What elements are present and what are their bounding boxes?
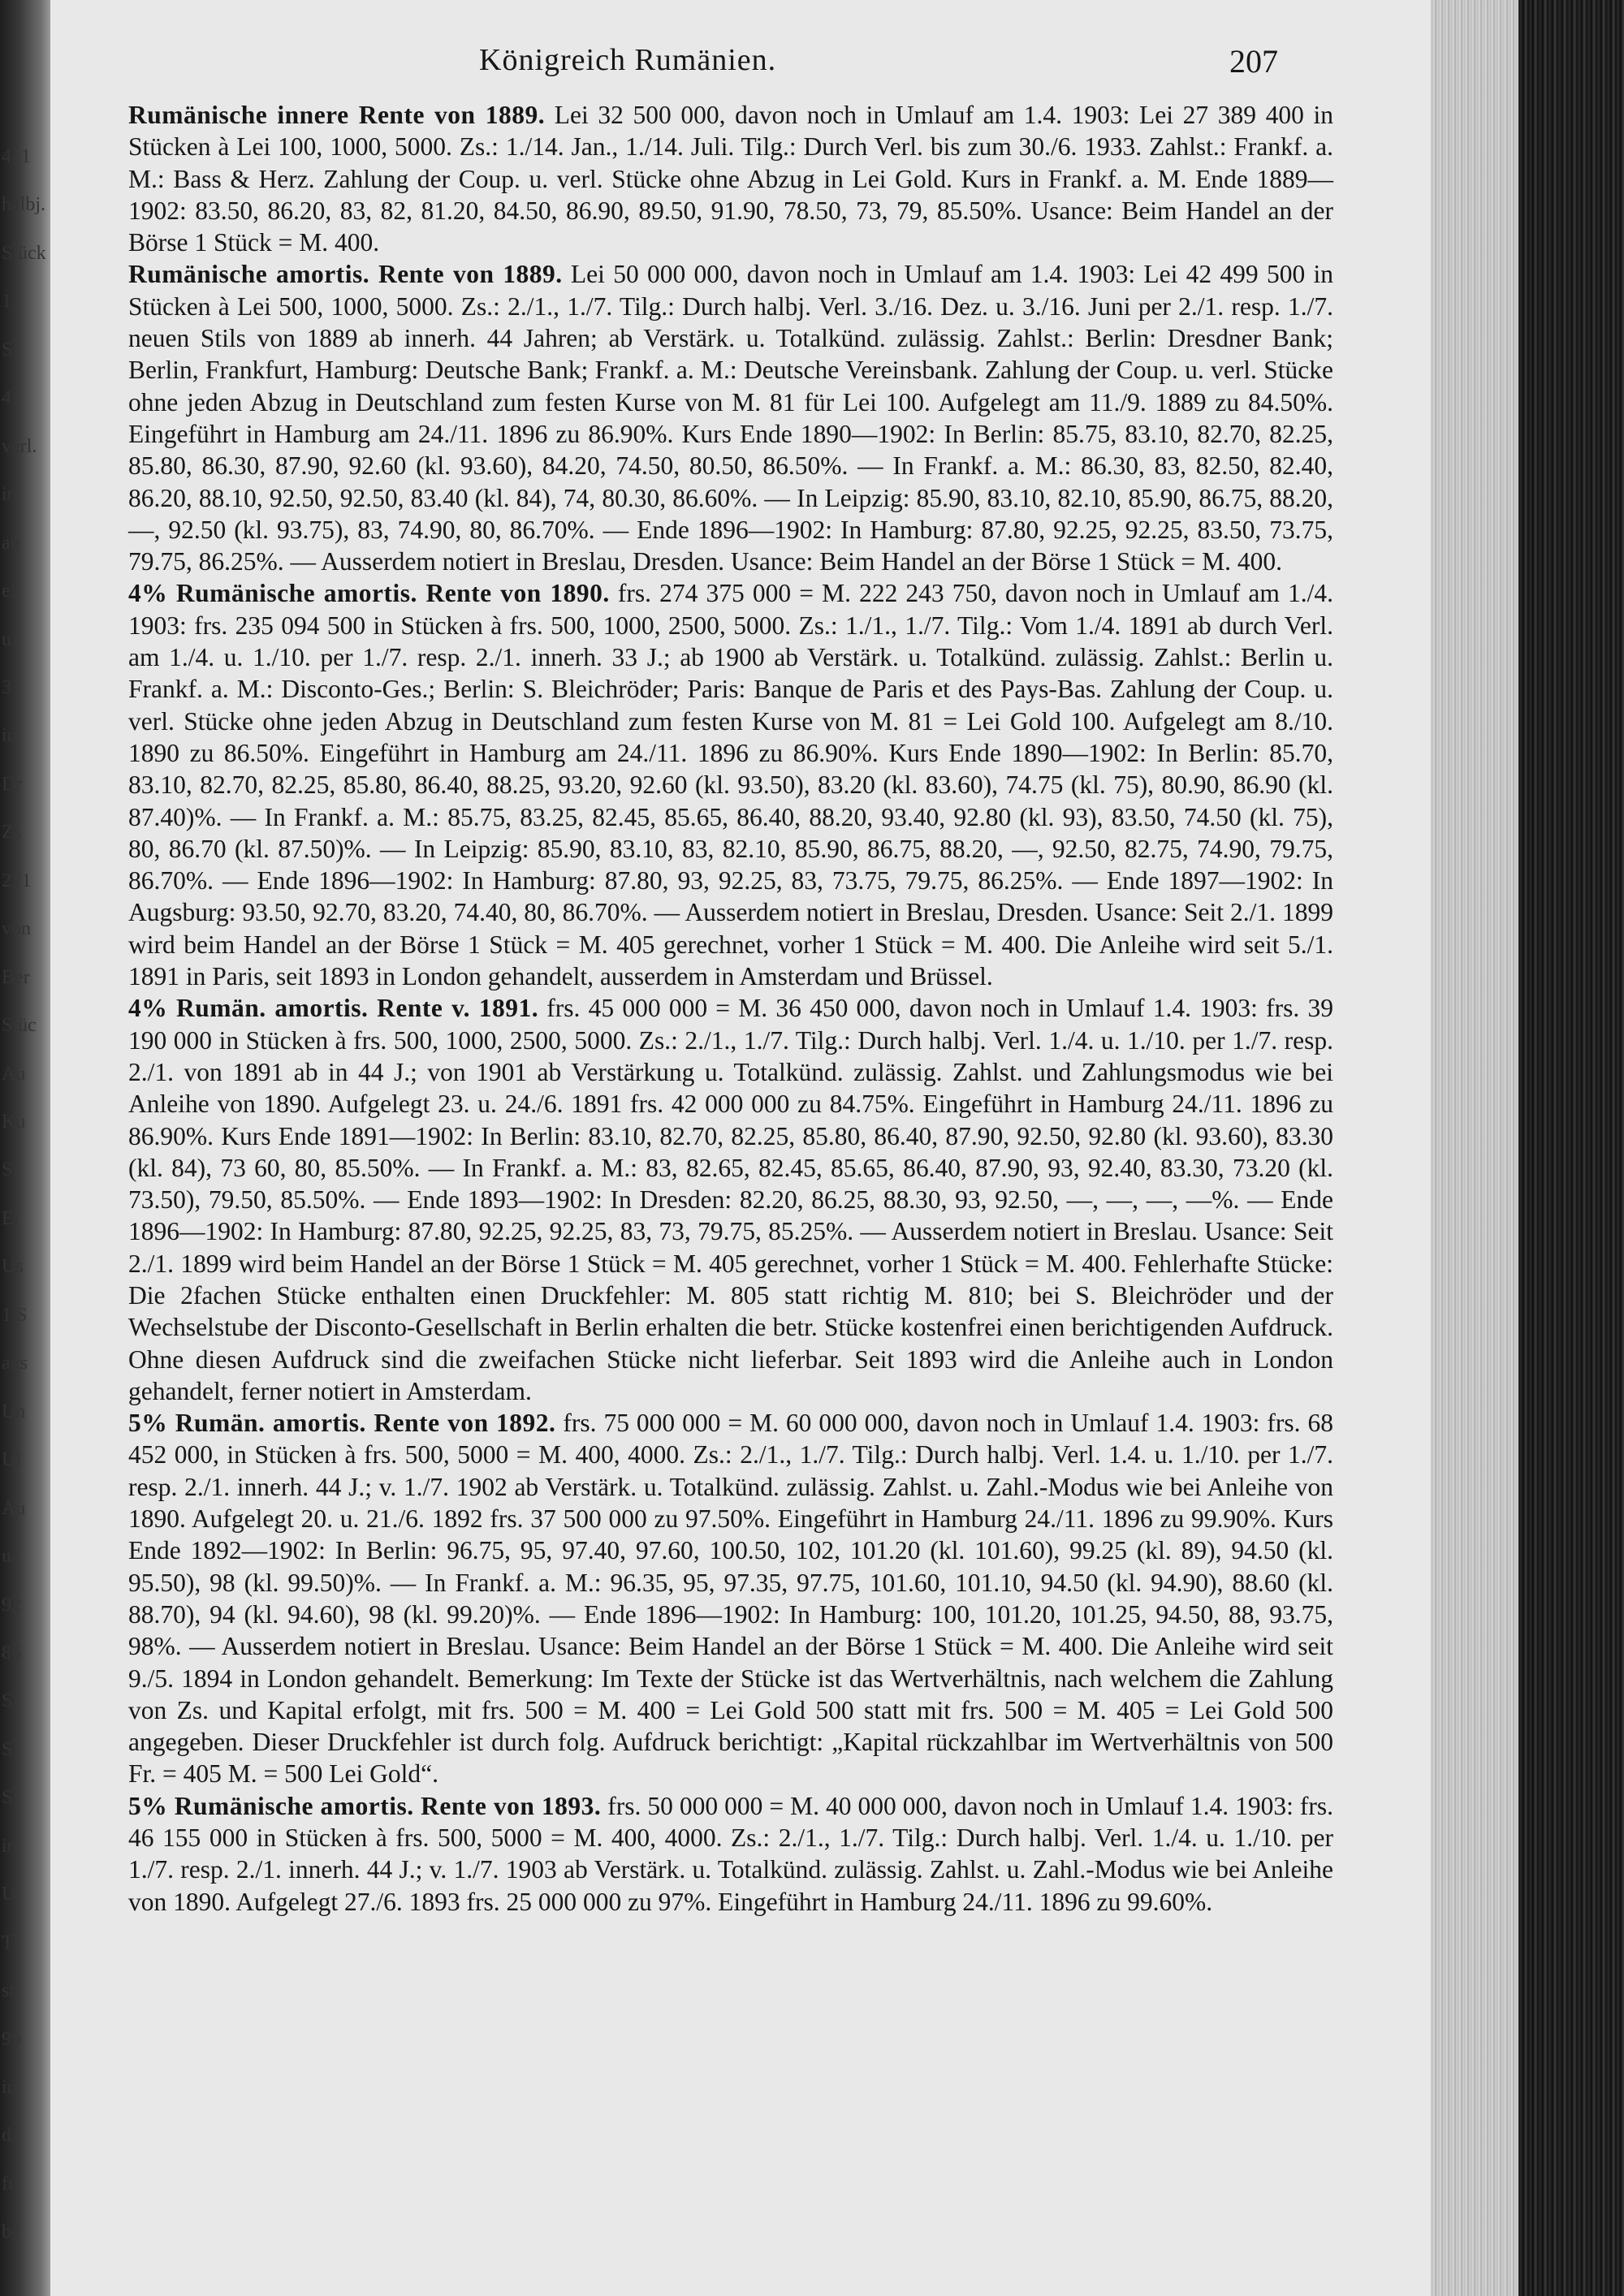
bond-title: 4% Rumän. amortis. Rente v. 1891. (128, 994, 539, 1023)
margin-fragment: st (2, 1980, 15, 2002)
margin-fragment: Dr (2, 773, 23, 795)
margin-fragment: ur (2, 1546, 18, 1568)
margin-fragment: be (2, 2221, 20, 2243)
book-edge-shadow (1518, 0, 1624, 2296)
bond-title: 4% Rumänische amortis. Rente von 1890. (128, 579, 610, 608)
margin-fragment: 3. (2, 676, 16, 698)
margin-fragment: fr (2, 2173, 15, 2195)
margin-fragment: 99 (2, 2028, 21, 2050)
margin-fragment: T (2, 1931, 14, 1953)
bond-entry (128, 577, 1333, 992)
bond-title: Rumänische innere Rente von 1889. (128, 101, 546, 129)
bond-entry (128, 258, 1333, 577)
margin-fragment: di (2, 2125, 17, 2147)
margin-fragment: aus (2, 1353, 28, 1375)
margin-fragment: in (2, 725, 17, 747)
margin-fragment: 1. (2, 291, 16, 313)
margin-fragment: Ku (2, 1111, 26, 1133)
bond-text: frs. 274 375 000 = M. 222 243 750, davon noch in Umlauf am 1./4. 1903: frs. 235 094 500 in Stücken à frs. 500, 1000, 2500, 5000. Zs.: 1./1., 1./7. Tilg.: Vom 1./4. 1891 ab durch Verl. am 1./4. u. 1./10. per 1./7. resp. 2./1. innerh. 33 J.; ab 1900 ab Verstärk. u. Totalkünd. zulässig. Zahlst.: Berlin u. Frankf. a. M.: Disconto-Ges.; Berlin: S. Bleichröder; Paris: Banque de Paris et des Pays-Bas. Zahlung der Coup. u. verl. Stücke ohne jeden Abzug in Deutschland zum festen Kurse von M. 81 = Lei Gold 100. Aufgelegt am 8./10. 1890 zu 86.50%. Eingeführt in Hamburg am 24./11. 1896 zu 86.90%. Kurs Ende 1890—1902: In Berlin: 85.70, 83.10, 82.70, 82.25, 85.80, 86.40, 88.25, 93.20, 92.60 (kl. 93.50), 83.20 (kl. 83.60), 74.75 (kl. 75), 80.90, 86.90 (kl. 87.40)%. — In Frankf. a. M.: 85.75, 83.25, 82.45, 85.65, 86.40, 88.20, 93.40, 92.80 (kl. 93), 83.50, 74.50 (kl. 75), 80, 86.70 (kl. 87.50)%. — In Leipzig: 85.90, 83.10, 83, 82.10, 85.90, 86.75, 88.20, —, 92.50, 82.75, 74.90, 79.75, 86.70%. — Ende 1896—1902: In Hamburg: 87.80, 93, 92.25, 83, 73.75, 79.75, 86.25%. — Ende 1897—1902: In Augsburg: 93.50, 92.70, 83.20, 74.40, 80, 86.70%. — Ausserdem notiert in Breslau, Dresden. Usance: Seit 2./1. 1899 wird beim Handel an der Börse 1 Stück = M. 405 gerechnet, vorher 1 Stück = M. 400. Die Anleihe wird seit 5./1. 1891 in Paris, seit 1893 in London gehandelt, ausserdem in Amsterdam und Brüssel. (128, 579, 1333, 991)
page-number: 207 (1229, 43, 1278, 80)
margin-fragment: U (2, 1884, 16, 1905)
margin-fragment: Us (2, 1256, 24, 1278)
margin-fragment: in (2, 484, 17, 506)
margin-fragment: 4. (2, 387, 16, 409)
margin-fragment: halbj. (2, 194, 45, 216)
bond-entry (128, 1790, 1333, 1918)
margin-fragment: 1 S (2, 1304, 28, 1326)
bond-entry (128, 992, 1333, 1407)
margin-fragment: 2./1 (2, 870, 32, 891)
margin-fragment: Au (2, 1497, 26, 1519)
margin-fragment: Ei (2, 1207, 19, 1229)
margin-fragment: S. (2, 1738, 18, 1760)
margin-fragment: St (2, 339, 19, 360)
bond-title: Rumänische amortis. Rente von 1889. (128, 260, 563, 289)
margin-fragment: Stüc (2, 1015, 37, 1037)
margin-fragment: 86 (2, 1642, 21, 1664)
margin-fragment: St (2, 1690, 19, 1712)
page-body (128, 99, 1333, 1918)
bond-text: frs. 50 000 000 = M. 40 000 000, davon noch in Umlauf 1.4. 1903: frs. 46 155 000 in Stücken à frs. 500, 5000 = M. 400, 4000. Zs.: 2./1., 1./7. Tilg.: Durch halbj. Verl. 1./4. u. 1./10. per 1./7. resp. 2./1. innerh. 44 J.; v. 1./7. 1903 ab Verstärk. u. Totalkünd. zulässig. Zahlst. u. Zahl.-Modus wie bei Anleihe von 1890. Aufgelegt 27./6. 1893 frs. 25 000 000 zu 97%. Eingeführt in Hamburg 24./11. 1896 zu 99.60%. (128, 1791, 1333, 1916)
margin-fragment: Ber (2, 966, 30, 988)
margin-fragment: ei (2, 580, 16, 602)
margin-fragment: Zs (2, 822, 21, 844)
margin-fragment: Un (2, 1400, 26, 1422)
bond-entry (128, 1407, 1333, 1790)
bond-text: frs. 75 000 000 = M. 60 000 000, davon noch in Umlauf 1.4. 1903: frs. 68 452 000, in Stücken à frs. 500, 5000 = M. 400, 4000. Zs.: 2./1., 1./7. Tilg.: Durch halbj. Verl. 1.4. u. 1./10. per 1./7. resp. 2./1. innerh. 44 J.; v. 1./7. 1902 ab Verstärk. u. Totalkünd. zulässig. Zahlst. u. Zahl.-Modus wie bei Anleihe von 1890. Aufgelegt 20. u. 21./6. 1892 frs. 37 500 000 zu 97.50%. Eingeführt in Hamburg 24./11. 1896 zu 99.90%. Kurs Ende 1892—1902: In Berlin: 96.75, 95, 97.40, 97.60, 100.50, 102, 101.20 (kl. 101.60), 99.25 (kl. 89), 94.50 (kl. 95.50), 98 (kl. 99.50)%. — In Frankf. a. M.: 96.35, 95, 97.35, 97.75, 101.60, 101.10, 94.50 (kl. 94.90), 88.60 (kl. 88.70), 94 (kl. 94.60), 98 (kl. 99.20)%. — Ende 1896—1902: In Hamburg: 100, 101.20, 101.25, 94.50, 88, 93.75, 98%. — Ausserdem notiert in Breslau. Usance: Beim Handel an der Börse 1 Stück = M. 400. Die Anleihe wird seit 9./5. 1894 in London gehandelt. Bemerkung: Im Texte der Stücke ist das Wertverhältnis, nach welchem die Zahlung von Zs. und Kapital erfolgt, mit frs. 500 = M. 400 = Lei Gold 500 statt mit frs. 500 = M. 405 = Lei Gold 500 angegeben. Dieser Druckfehler ist durch folg. Aufdruck berichtigt: „Kapital rückzahlbar im Wertverhältnis von 500 Fr. = 405 M. = 500 Lei Gold“. (128, 1409, 1333, 1789)
margin-fragment: St (2, 1787, 19, 1809)
margin-fragment: 92 (2, 1594, 21, 1616)
margin-fragment: au (2, 532, 20, 554)
page-edge-stack (1431, 0, 1518, 2296)
running-head: Königreich Rumänien. (479, 43, 777, 77)
margin-fragment: in (2, 2077, 17, 2098)
bond-title: 5% Rumänische amortis. Rente von 1893. (128, 1791, 602, 1820)
margin-fragment: von (2, 918, 31, 940)
bond-entry (128, 99, 1333, 258)
book-page (50, 0, 1431, 2296)
page-header (50, 42, 1431, 83)
margin-fragment: Stück (2, 242, 46, 264)
margin-fragment: St (2, 1159, 19, 1181)
margin-fragment: u (2, 628, 11, 650)
bond-text: Lei 50 000 000, davon noch in Umlauf am 1.4. 1903: Lei 42 499 500 in Stücken à Lei 500, 1000, 5000. Zs.: 2./1., 1./7. Tilg.: Durch halbj. Verl. 3./16. Dez. u. 3./16. Juni per 2./1. resp. 1./7. neuen Stils von 1889 ab innerh. 44 Jahren; ab Verstärk. u. Totalkünd. zulässig. Zahlst.: Berlin: Dresdner Bank; Berlin, Frankfurt, Hamburg: Deutsche Bank; Frankf. a. M.: Deutsche Vereinsbank. Zahlung der Coup. u. verl. Stücke ohne jeden Abzug in Deutschland zum festen Kurse von M. 81 für Lei 100. Aufgelegt am 11./9. 1889 zu 84.50%. Eingeführt in Hamburg am 24./11. 1896 zu 86.90%. Kurs Ende 1890—1902: In Berlin: 85.75, 83.10, 82.70, 82.25, 85.80, 86.30, 87.90, 92.60 (kl. 93.60), 84.20, 74.50, 80.50, 86.50%. — In Frankf. a. M.: 86.30, 83, 82.50, 82.40, 86.20, 88.10, 92.50, 92.50, 83.40 (kl. 84), 74, 80.30, 86.60%. — In Leipzig: 85.90, 83.10, 82.10, 85.90, 86.75, 88.20, —, 92.50 (kl. 93.75), 83, 74.90, 80, 86.70%. — Ende 1896—1902: In Hamburg: 87.80, 92.25, 92.25, 83.50, 73.75, 79.75, 86.25%. — Ausserdem notiert in Breslau, Dresden. Usance: Beim Handel an der Börse 1 Stück = M. 400. (128, 260, 1333, 576)
margin-fragment: verl. (2, 435, 37, 457)
margin-fragment: Au (2, 1063, 26, 1085)
margin-fragment: 4. 1 (2, 146, 31, 167)
margin-fragment: Ul (2, 1449, 21, 1471)
bond-text: Lei 32 500 000, davon noch in Umlauf am 1.4. 1903: Lei 27 389 400 in Stücken à Lei 100, 1000, 5000. Zs.: 1./14. Jan., 1./14. Juli. Tilg.: Durch Verl. bis zum 30./6. 1933. Zahlst.: Frankf. a. M.: Bass & Herz. Zahlung der Coup. u. verl. Stücke ohne Abzug in Lei Gold. Kurs in Frankf. a. M. Ende 1889—1902: 83.50, 86.20, 83, 82, 81.20, 84.50, 86.90, 89.50, 91.90, 78.50, 73, 79, 85.50%. Usance: Beim Handel an der Börse 1 Stück = M. 400. (128, 101, 1334, 257)
bond-text: frs. 45 000 000 = M. 36 450 000, davon noch in Umlauf 1.4. 1903: frs. 39 190 000 in Stücken à frs. 500, 1000, 2500, 5000. Zs.: 2./1., 1./7. Tilg.: Durch halbj. Verl. 1./4. u. 1./10. per 1./7. resp. 2./1. von 1891 ab in 44 J.; von 1901 ab Verstärkung u. Totalkünd. zulässig. Zahlst. und Zahlungsmodus wie bei Anleihe von 1890. Aufgelegt 23. u. 24./6. 1891 frs. 42 000 000 zu 84.75%. Eingeführt in Hamburg 24./11. 1896 zu 86.90%. Kurs Ende 1891—1902: In Berlin: 83.10, 82.70, 82.25, 85.80, 86.40, 87.90, 92.50, 92.80 (kl. 93.60), 83.30 (kl. 84), 73 60, 80, 85.50%. — In Frankf. a. M.: 83, 82.65, 82.45, 85.65, 86.40, 87.90, 93, 92.40, 83.30, 73.20 (kl. 73.50), 79.50, 85.50%. — Ende 1893—1902: In Dresden: 82.20, 86.25, 88.30, 93, 92.50, —, —, —, —%. — Ende 1896—1902: In Hamburg: 87.80, 92.25, 92.25, 83, 73, 79.75, 85.25%. — Ausserdem notiert in Breslau. Usance: Seit 2./1. 1899 wird beim Handel an der Börse 1 Stück = M. 405 gerechnet, vorher 1 Stück = M. 400. Fehlerhafte Stücke: Die 2fachen Stücke enthalten einen Druckfehler: M. 805 statt richtig M. 810; bei S. Bleichröder und der Wechselstube der Disconto-Gesellschaft in Berlin erhalten die betr. Stücke kostenfrei einen berichtigenden Aufdruck. Ohne diesen Aufdruck sind die zweifachen Stücke nicht lieferbar. Seit 1893 wird die Anleihe auch in London gehandelt, ferner notiert in Amsterdam. (128, 994, 1333, 1405)
margin-fragment: in (2, 1835, 17, 1857)
bond-title: 5% Rumän. amortis. Rente von 1892. (128, 1409, 556, 1438)
